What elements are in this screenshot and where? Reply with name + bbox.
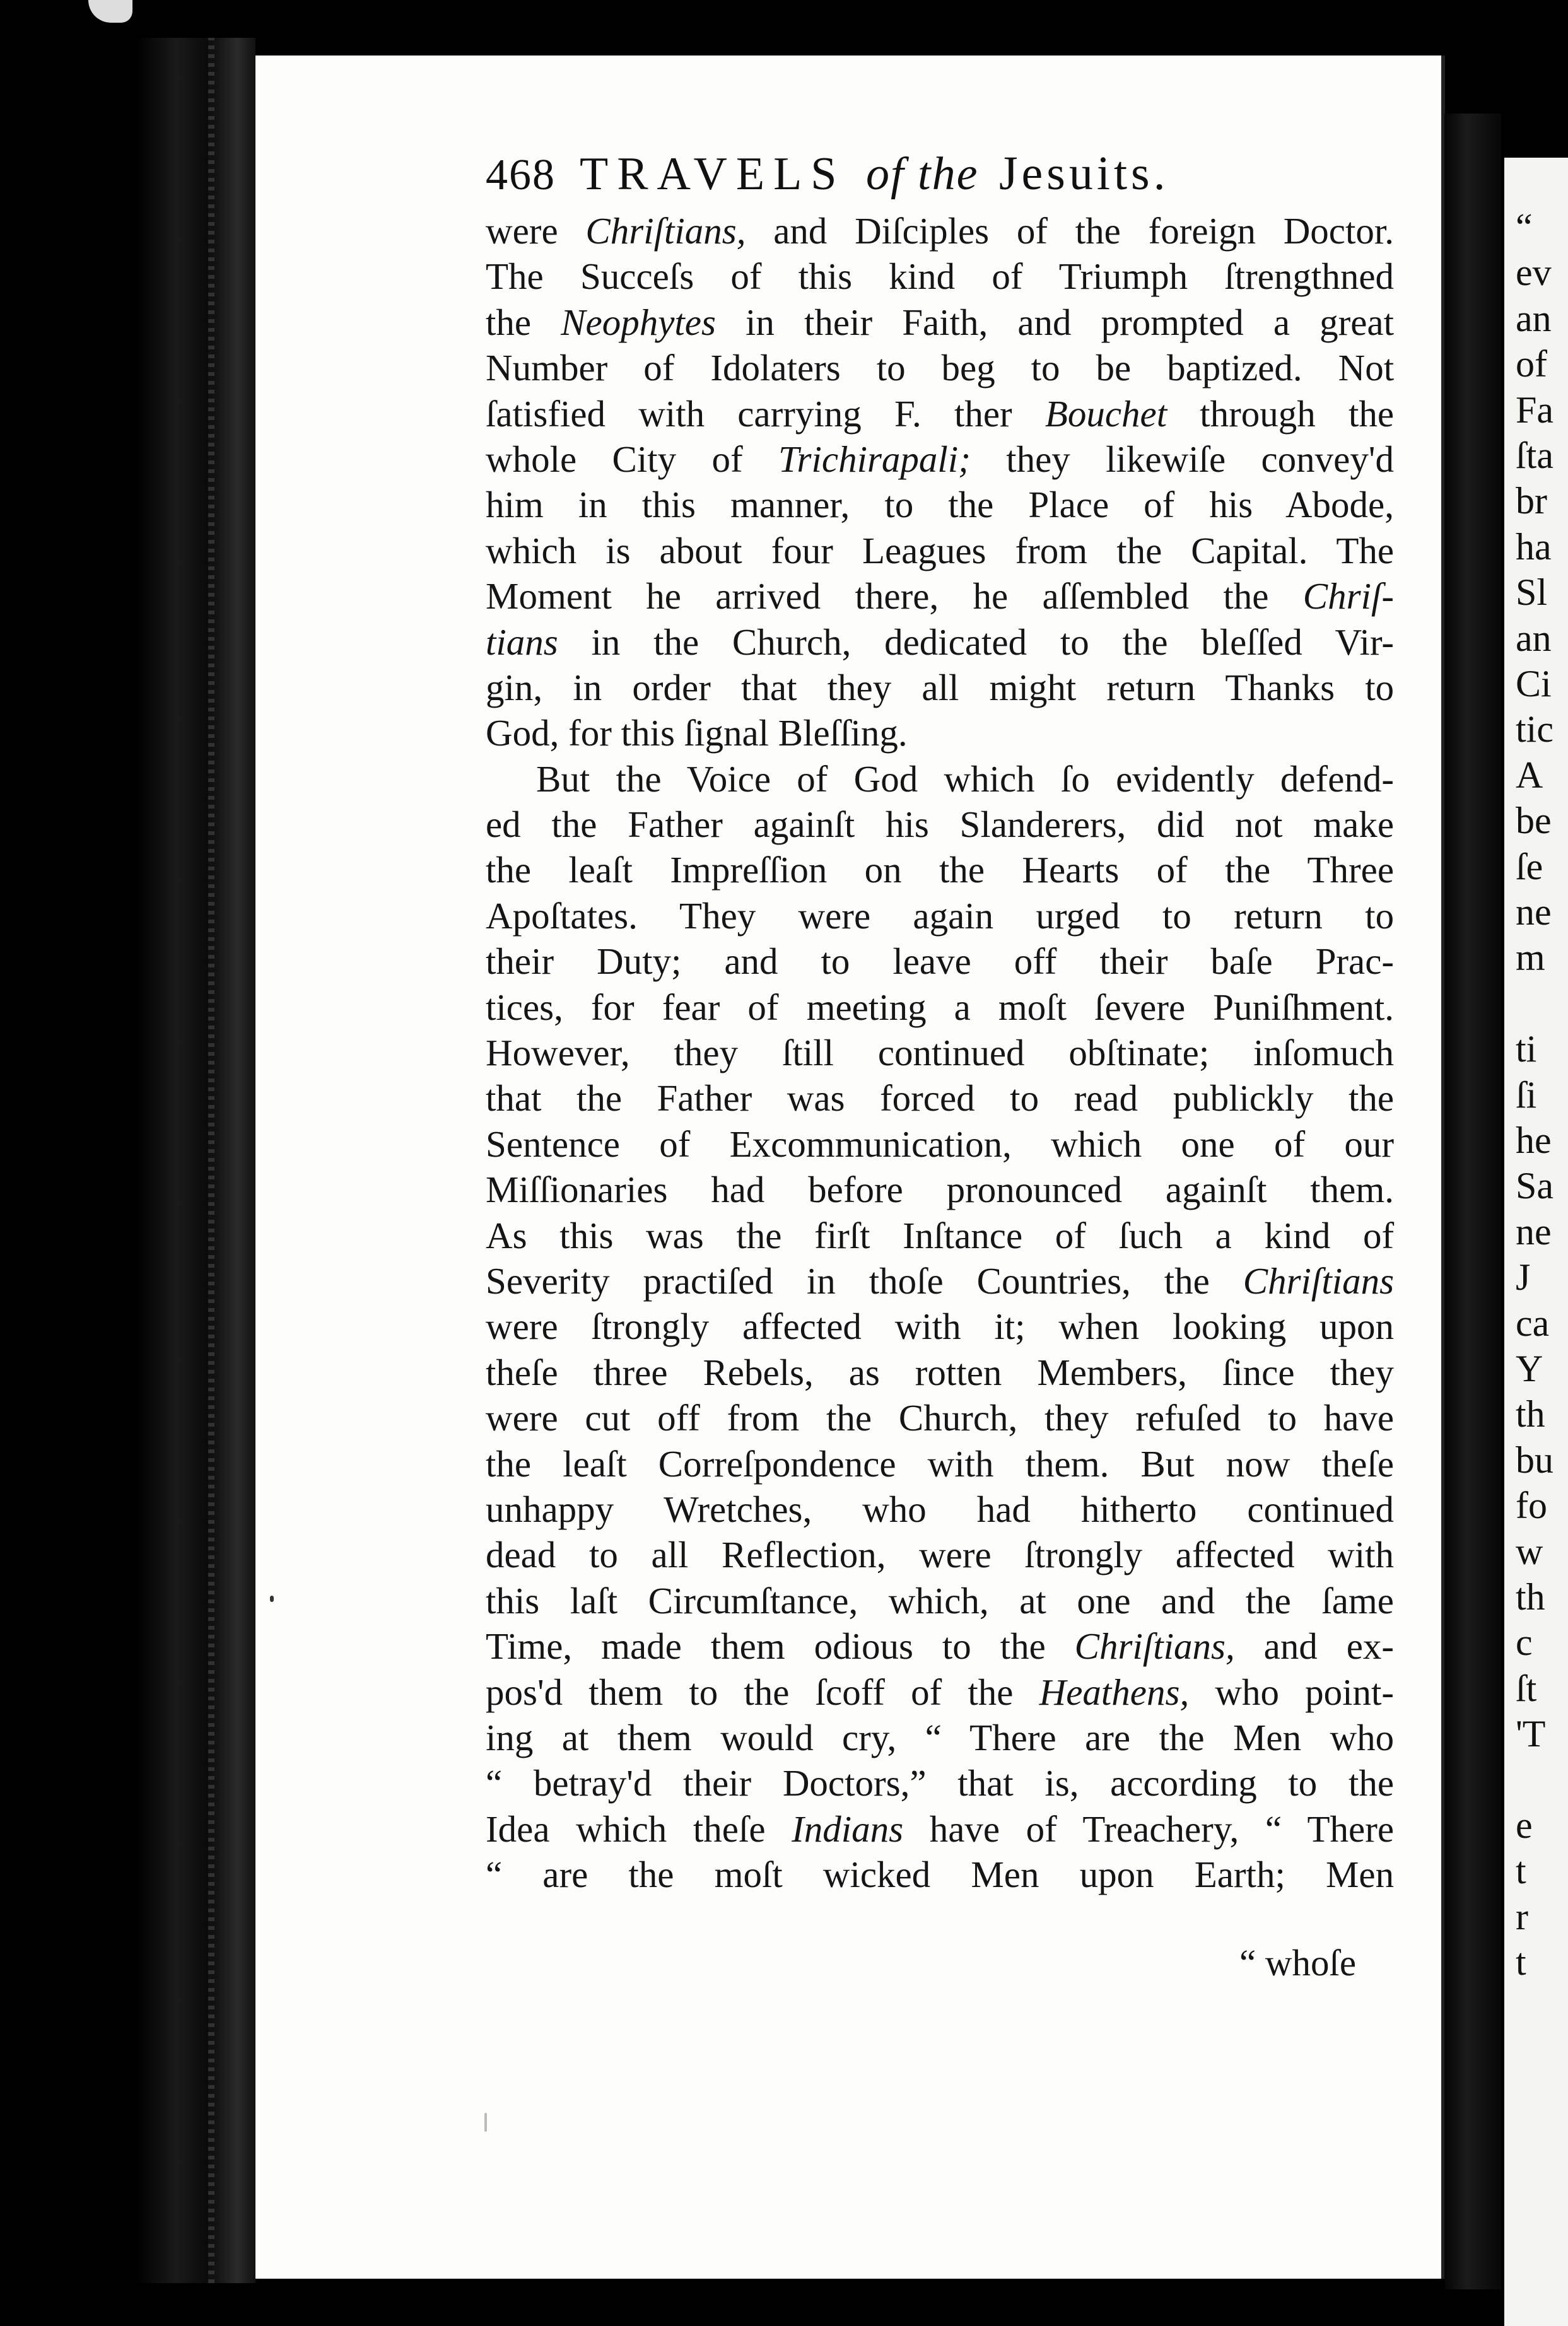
- ink-speck: [270, 1596, 274, 1602]
- facing-page-line: an: [1516, 617, 1552, 659]
- facing-page-line: ca: [1516, 1302, 1550, 1344]
- text-line: However, they ſtill continued obſtinate; inſomuch: [486, 1032, 1395, 1074]
- text-line: the leaſt Impreſſion on the Hearts of the Three: [486, 849, 1395, 891]
- facing-page-line: ne: [1516, 891, 1552, 933]
- text-line: God, for this ſignal Bleſſing.: [486, 712, 908, 754]
- facing-page-line: br: [1516, 480, 1547, 522]
- facing-page-line: “: [1516, 206, 1533, 248]
- text-line: whole City of Trichirapali; they likewiſe convey'd: [486, 438, 1395, 480]
- running-header: [486, 146, 1337, 209]
- facing-page-line: ti: [1516, 1028, 1537, 1070]
- text-line: their Duty; and to leave off their baſe Prac-: [486, 940, 1395, 983]
- facing-page-line: bu: [1516, 1439, 1553, 1481]
- text-line: tians in the Church, dedicated to the bleſſed Vir-: [486, 621, 1395, 663]
- text-line: tices, for fear of meeting a moſt ſevere Puniſhment.: [486, 986, 1394, 1028]
- facing-page-line: t: [1516, 1850, 1526, 1892]
- text-line: Number of Idolaters to beg to be baptized. Not: [486, 347, 1395, 389]
- text-line: Idea which theſe Indians have of Treachery, “ There: [486, 1808, 1395, 1850]
- facing-page-line: fo: [1516, 1485, 1547, 1527]
- text-line: that the Father was forced to read publickly the: [486, 1077, 1395, 1119]
- facing-page-line: e: [1516, 1804, 1533, 1846]
- running-title-jesuits: Jesuits.: [998, 147, 1169, 200]
- facing-page-line: Fa: [1516, 389, 1553, 431]
- text-line: Apoſtates. They were again urged to return to: [486, 894, 1395, 937]
- facing-page-line: c: [1516, 1622, 1533, 1664]
- text-line: As this was the firſt Inſtance of ſuch a kind of: [486, 1214, 1395, 1256]
- text-line: ed the Father againſt his Slanderers, did not make: [486, 804, 1395, 846]
- facing-page-line: ſta: [1516, 435, 1553, 476]
- facing-page-fragment: [1504, 158, 1568, 2326]
- facing-page-line: th: [1516, 1576, 1545, 1618]
- text-line: pos'd them to the ſcoff of the Heathens, who point-: [486, 1671, 1395, 1713]
- text-line: ſatisfied with carrying F. ther Bouchet through the: [486, 392, 1395, 435]
- facing-page-line: he: [1516, 1119, 1552, 1161]
- scan-artifact: [88, 0, 132, 23]
- text-line: But the Voice of God which ſo evidently defend-: [536, 757, 1395, 800]
- text-line: unhappy Wretches, who had hitherto continued: [486, 1488, 1395, 1530]
- text-line: Sentence of Excommunication, which one of our: [486, 1123, 1395, 1165]
- catchword: “ whoſe: [1239, 1942, 1357, 1984]
- text-line: which is about four Leagues from the Capital. The: [486, 529, 1395, 571]
- facing-page-line: w: [1516, 1530, 1543, 1572]
- facing-page-line: th: [1516, 1393, 1545, 1435]
- page-number: 468: [486, 151, 556, 199]
- book-binding-left: [136, 38, 255, 2283]
- facing-page-line: ſi: [1516, 1073, 1537, 1116]
- text-line: Moment he arrived there, he aſſembled the Chriſ-: [486, 575, 1394, 617]
- facing-page-line: J: [1516, 1256, 1531, 1299]
- text-line: gin, in order that they all might return Thanks to: [486, 666, 1395, 708]
- facing-page-line: Sa: [1516, 1165, 1553, 1207]
- text-line: ing at them would cry, “ There are the Men who: [486, 1716, 1395, 1758]
- facing-page-line: an: [1516, 297, 1552, 339]
- paper-mark: [484, 2113, 487, 2132]
- facing-page-line: ſt: [1516, 1667, 1537, 1709]
- text-line: him in this manner, to the Place of his Abode,: [486, 484, 1394, 526]
- text-line: were Chriſtians, and Diſciples of the foreign Doctor.: [486, 210, 1395, 252]
- facing-page-line: ev: [1516, 252, 1552, 294]
- text-line: The Succeſs of this kind of Triumph ſtrengthned: [486, 255, 1395, 298]
- running-title: [580, 148, 1169, 200]
- facing-page-line: A: [1516, 754, 1543, 796]
- text-line: the leaſt Correſpondence with them. But now theſe: [486, 1442, 1395, 1485]
- page-body-text: [486, 208, 1394, 1897]
- text-line: the Neophytes in their Faith, and prompted a great: [486, 301, 1394, 343]
- book-gutter: [1444, 114, 1501, 2289]
- facing-page-line: tic: [1516, 708, 1553, 751]
- facing-page-line: ne: [1516, 1210, 1552, 1253]
- facing-page-line: of: [1516, 343, 1547, 385]
- text-line: were cut off from the Church, they refuſed to have: [486, 1397, 1395, 1439]
- text-line: theſe three Rebels, as rotten Members, ſince they: [486, 1351, 1395, 1393]
- facing-page-line: Y: [1516, 1348, 1543, 1389]
- facing-page-line: Ci: [1516, 663, 1552, 704]
- text-line: dead to all Reflection, were ſtrongly affected with: [486, 1534, 1395, 1576]
- facing-page-line: ha: [1516, 525, 1552, 568]
- facing-page-line: be: [1516, 800, 1552, 842]
- facing-page-line: 'T: [1516, 1713, 1546, 1755]
- running-title-of-the: of the: [865, 148, 979, 200]
- text-line: this laſt Circumſtance, which, at one and the ſame: [486, 1579, 1394, 1622]
- facing-page-line: ſe: [1516, 845, 1543, 887]
- facing-page-line: m: [1516, 937, 1545, 979]
- running-title-travels: TRAVELS: [580, 148, 846, 200]
- facing-page-line: t: [1516, 1941, 1526, 1984]
- text-line: Time, made them odious to the Chriſtians, and ex-: [486, 1625, 1395, 1668]
- binding-stitching: [208, 38, 214, 2283]
- facing-page-line: Sl: [1516, 571, 1548, 614]
- text-line: Severity practiſed in thoſe Countries, the Chriſtians: [486, 1259, 1395, 1302]
- text-line: were ſtrongly affected with it; when looking upon: [486, 1306, 1394, 1348]
- text-line: Miſſionaries had before pronounced againſt them.: [486, 1169, 1394, 1211]
- facing-page-line: r: [1516, 1895, 1528, 1937]
- text-line: “ betray'd their Doctors,” that is, according to the: [486, 1762, 1395, 1804]
- text-line: “ are the moſt wicked Men upon Earth; Men: [486, 1854, 1395, 1896]
